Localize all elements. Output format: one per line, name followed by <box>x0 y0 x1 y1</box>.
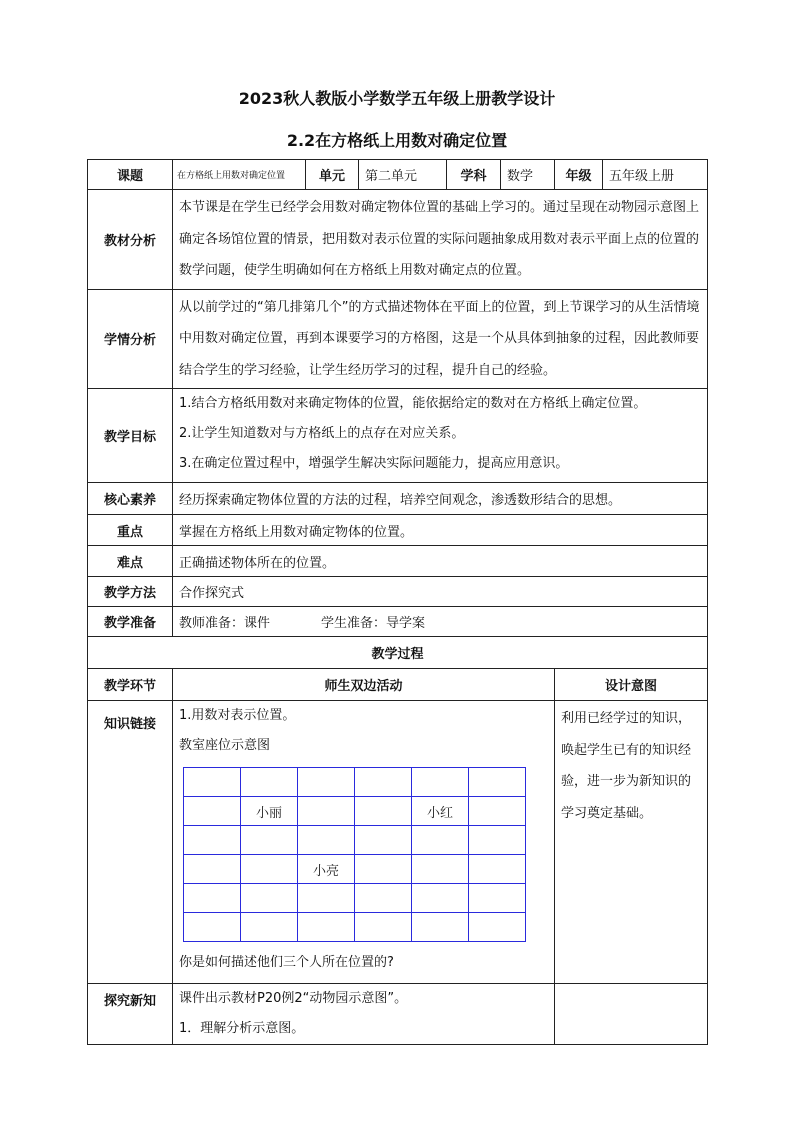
unit-value: 第二单元 <box>359 160 447 190</box>
goal-item: 1.结合方格纸用数对来确定物体的位置，能依据给定的数对在方格纸上确定位置。 <box>179 396 647 411</box>
lesson-plan-table <box>87 159 708 1045</box>
link-label: 知识链接 <box>88 701 173 984</box>
prep-teacher: 教师准备：课件 <box>179 616 271 631</box>
goal-row <box>88 389 708 483</box>
header-row <box>88 160 708 190</box>
explore-line-2: 1．理解分析示意图。 <box>179 1021 305 1036</box>
seat-xiaohong: 小红 <box>412 797 469 826</box>
document-title: 2023秋人教版小学数学五年级上册教学设计 <box>238 89 556 108</box>
link-intent: 利用已经学过的知识，唤起学生已有的知识经验，进一步为新知识的学习奠定基础。 <box>555 701 708 984</box>
key-row <box>88 515 708 546</box>
lesson-title: 2.2在方格纸上用数对确定位置 <box>286 131 508 150</box>
process-title-row <box>88 637 708 669</box>
core-row <box>88 483 708 515</box>
process-section-title: 教学过程 <box>88 637 708 669</box>
method-row <box>88 577 708 607</box>
unit-label: 单元 <box>306 160 359 190</box>
grade-label: 年级 <box>555 160 603 190</box>
student-row <box>88 289 708 389</box>
link-line-1: 1.用数对表示位置。 <box>179 708 296 723</box>
col-activity-header: 师生双边活动 <box>173 669 555 701</box>
explore-row <box>88 984 708 1045</box>
process-header-row <box>88 669 708 701</box>
difficult-text: 正确描述物体所在的位置。 <box>173 546 708 577</box>
method-label: 教学方法 <box>88 577 173 607</box>
explore-activity <box>173 984 555 1045</box>
core-label: 核心素养 <box>88 483 173 515</box>
grade-value: 五年级上册 <box>603 160 708 190</box>
goal-list <box>173 389 708 483</box>
link-line-2: 教室座位示意图 <box>179 738 271 753</box>
difficult-label: 难点 <box>88 546 173 577</box>
link-question: 你是如何描述他们三个人所在位置的? <box>179 955 394 970</box>
prep-row <box>88 607 708 637</box>
seat-grid <box>183 767 526 942</box>
method-text: 合作探究式 <box>173 577 708 607</box>
subject-label: 学科 <box>447 160 501 190</box>
link-activity <box>173 701 555 984</box>
student-label: 学情分析 <box>88 289 173 389</box>
student-text: 从以前学过的“第几排第几个”的方式描述物体在平面上的位置，到上节课学习的从生活情境中用数对确定位置，再到本课要学习的方格图，这是一个从具体到抽象的过程，因此教师要结合学生的学习经验，让学生经历学习的过程，提升自己的经验。 <box>173 289 708 389</box>
difficult-row <box>88 546 708 577</box>
col-stage-header: 教学环节 <box>88 669 173 701</box>
goal-item: 2.让学生知道数对与方格纸上的点存在对应关系。 <box>179 426 465 441</box>
subject-value: 数学 <box>501 160 555 190</box>
key-text: 掌握在方格纸上用数对确定物体的位置。 <box>173 515 708 546</box>
topic-label: 课题 <box>88 160 173 190</box>
core-text: 经历探索确定物体位置的方法的过程，培养空间观念，渗透数形结合的思想。 <box>173 483 708 515</box>
material-text: 本节课是在学生已经学会用数对确定物体位置的基础上学习的。通过呈现在动物园示意图上确定各场馆位置的情景，把用数对表示位置的实际问题抽象成用数对表示平面上点的位置的数学问题，使学生明确如何在方格纸上用数对确定点的位置。 <box>173 190 708 290</box>
material-label: 教材分析 <box>88 190 173 290</box>
seat-xiaoliang: 小亮 <box>298 855 355 884</box>
material-row <box>88 190 708 290</box>
key-label: 重点 <box>88 515 173 546</box>
goal-label: 教学目标 <box>88 389 173 483</box>
explore-intent <box>555 984 708 1045</box>
link-row <box>88 701 708 984</box>
prep-student: 学生准备：导学案 <box>321 616 426 631</box>
explore-line-1: 课件出示教材P20例2“动物园示意图”。 <box>179 991 408 1006</box>
col-intent-header: 设计意图 <box>555 669 708 701</box>
topic-value: 在方格纸上用数对确定位置 <box>173 160 306 190</box>
prep-text <box>173 607 708 637</box>
explore-label: 探究新知 <box>88 984 173 1045</box>
prep-label: 教学准备 <box>88 607 173 637</box>
goal-item: 3.在确定位置过程中，增强学生解决实际问题能力，提高应用意识。 <box>179 456 569 471</box>
seat-xiaoli: 小丽 <box>241 797 298 826</box>
